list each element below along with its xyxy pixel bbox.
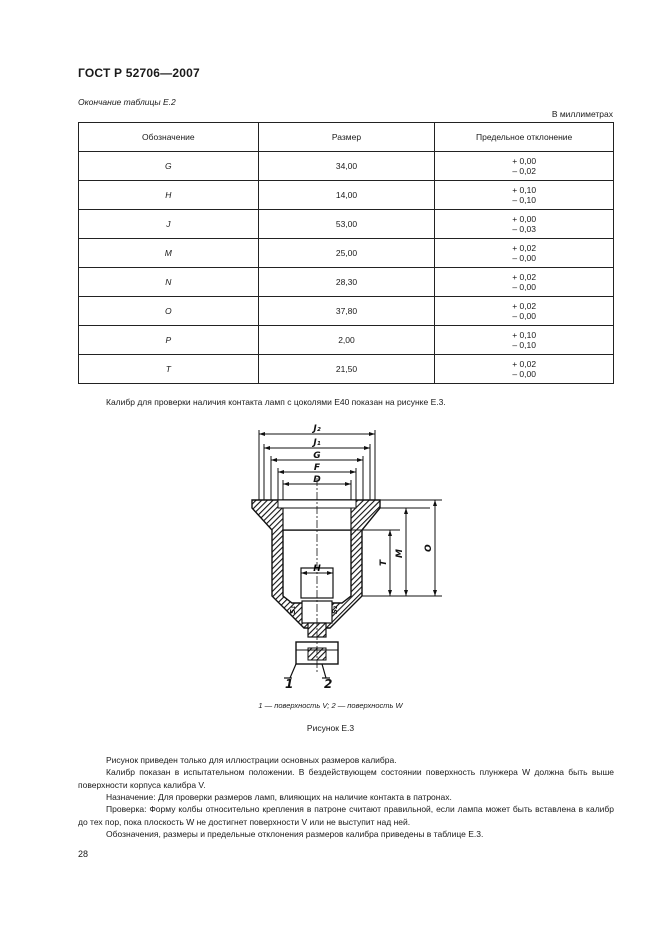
symbol-cell: J bbox=[79, 210, 259, 239]
size-cell: 25,00 bbox=[258, 239, 435, 268]
deviation-lower: – 0,10 bbox=[512, 195, 536, 205]
symbol-cell: P bbox=[79, 326, 259, 355]
dim-label-g: G bbox=[313, 451, 321, 461]
symbol-cell: T bbox=[79, 355, 259, 384]
symbol-cell: O bbox=[79, 297, 259, 326]
deviation-cell bbox=[435, 326, 614, 355]
symbol-cell: N bbox=[79, 268, 259, 297]
table-row bbox=[79, 152, 614, 181]
deviation-cell bbox=[435, 152, 614, 181]
deviation-upper: + 0,00 bbox=[512, 156, 537, 166]
table-row bbox=[79, 297, 614, 326]
deviation-lower: – 0,00 bbox=[512, 311, 536, 321]
deviation-upper: + 0,02 bbox=[512, 272, 537, 282]
dim-label-h: H bbox=[313, 564, 321, 574]
units-note: В миллиметрах bbox=[551, 109, 613, 119]
deviation-lower: – 0,00 bbox=[512, 282, 536, 292]
deviation-cell bbox=[435, 268, 614, 297]
table-row bbox=[79, 239, 614, 268]
deviation-upper: + 0,02 bbox=[512, 301, 537, 311]
table-continuation-title: Окончание таблицы Е.2 bbox=[78, 97, 176, 107]
size-cell: 28,30 bbox=[258, 268, 435, 297]
deviation-upper: + 0,00 bbox=[512, 214, 537, 224]
deviation-upper: + 0,02 bbox=[512, 243, 537, 253]
column-header-symbol: Обозначение bbox=[79, 123, 259, 152]
figure-legend: 1 — поверхность V; 2 — поверхность W bbox=[258, 701, 403, 710]
table-header-row bbox=[79, 123, 614, 152]
deviation-lower: – 0,02 bbox=[512, 166, 536, 176]
callout-1: 1 bbox=[285, 677, 294, 690]
deviation-cell bbox=[435, 355, 614, 384]
dim-label-d: D bbox=[313, 475, 321, 485]
size-cell: 2,00 bbox=[258, 326, 435, 355]
page-number: 28 bbox=[78, 849, 89, 859]
table-row bbox=[79, 326, 614, 355]
table-row bbox=[79, 355, 614, 384]
symbol-cell: M bbox=[79, 239, 259, 268]
deviation-lower: – 0,00 bbox=[512, 369, 536, 379]
table-row bbox=[79, 181, 614, 210]
deviation-cell bbox=[435, 181, 614, 210]
dimensions-table bbox=[78, 122, 614, 384]
dim-label-s2: S₂ bbox=[331, 605, 339, 614]
dim-label-m: M bbox=[395, 549, 405, 558]
symbol-cell: G bbox=[79, 152, 259, 181]
table-row bbox=[79, 268, 614, 297]
deviation-lower: – 0,00 bbox=[512, 253, 536, 263]
symbol-cell: H bbox=[79, 181, 259, 210]
dim-label-o: O bbox=[424, 544, 434, 552]
size-cell: 37,80 bbox=[258, 297, 435, 326]
size-cell: 34,00 bbox=[258, 152, 435, 181]
gauge-drawing bbox=[230, 418, 450, 690]
standard-header: ГОСТ Р 52706—2007 bbox=[78, 66, 200, 80]
column-header-deviation: Предельное отклонение bbox=[435, 123, 614, 152]
column-header-size: Размер bbox=[258, 123, 435, 152]
deviation-upper: + 0,02 bbox=[512, 359, 537, 369]
deviation-lower: – 0,03 bbox=[512, 224, 536, 234]
figure-intro-text: Калибр для проверки наличия контакта ламп с цоколями E40 показан на рисунке Е.3. bbox=[106, 397, 446, 407]
paragraph-check: Проверка: Форму колбы относительно крепления в патроне считают правильной, если лампа может быть вставлена в калибр до тех пор, пока плоскость W не достигнет поверхности V или не выступит над ней. bbox=[78, 804, 614, 827]
size-cell: 53,00 bbox=[258, 210, 435, 239]
size-cell: 21,50 bbox=[258, 355, 435, 384]
size-cell: 14,00 bbox=[258, 181, 435, 210]
dim-label-f: F bbox=[313, 463, 321, 473]
deviation-cell bbox=[435, 239, 614, 268]
paragraph-illustration-note: Рисунок приведен только для иллюстрации основных размеров калибра. bbox=[106, 755, 397, 765]
paragraph-table-reference: Обозначения, размеры и предельные отклонения размеров калибра приведены в таблице Е.3. bbox=[106, 829, 484, 839]
deviation-lower: – 0,10 bbox=[512, 340, 536, 350]
table-row bbox=[79, 210, 614, 239]
dim-label-j2: J₂ bbox=[313, 424, 321, 434]
dim-label-t: T bbox=[379, 559, 389, 566]
paragraph-purpose: Назначение: Для проверки размеров ламп, влияющих на наличие контакта в патронах. bbox=[106, 792, 452, 802]
callout-2: 2 bbox=[324, 677, 333, 690]
deviation-cell bbox=[435, 210, 614, 239]
deviation-cell bbox=[435, 297, 614, 326]
deviation-upper: + 0,10 bbox=[512, 330, 537, 340]
dim-label-j1: J₁ bbox=[313, 438, 321, 448]
paragraph-test-position: Калибр показан в испытательном положении. В бездействующем состоянии поверхность плунжера W должна быть выше поверхности корпуса калибра V. bbox=[78, 767, 614, 790]
dim-label-s1: S₁ bbox=[289, 605, 297, 614]
figure-caption: Рисунок Е.3 bbox=[306, 723, 355, 733]
deviation-upper: + 0,10 bbox=[512, 185, 537, 195]
